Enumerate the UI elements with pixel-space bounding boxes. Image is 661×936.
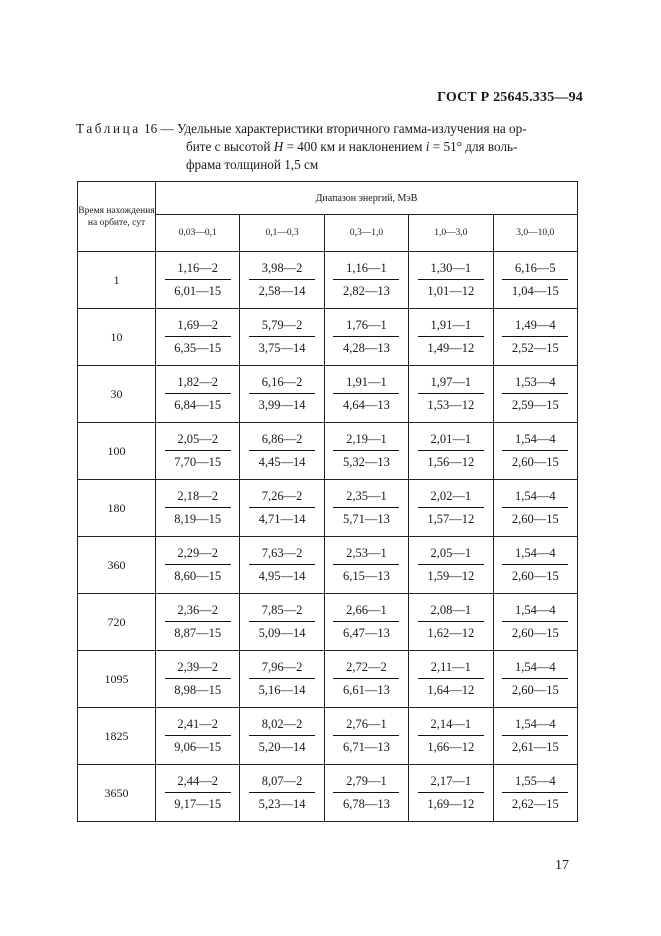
value-cell bbox=[493, 366, 577, 423]
fraction-numerator: 1,82—2 bbox=[165, 375, 231, 394]
fraction-value bbox=[333, 546, 399, 584]
value-cell bbox=[324, 765, 408, 822]
caption-line1: 16 — Удельные характеристики вторичного гамма-излучения на ор- bbox=[140, 121, 527, 136]
fraction-denominator: 4,28—13 bbox=[343, 340, 390, 355]
fraction-value bbox=[165, 432, 231, 470]
time-cell: 360 bbox=[78, 537, 156, 594]
value-cell bbox=[493, 651, 577, 708]
fraction-numerator: 7,26—2 bbox=[249, 489, 315, 508]
fraction-denominator: 1,69—12 bbox=[427, 796, 475, 811]
value-cell bbox=[156, 309, 240, 366]
time-header: Время нахождения на орбите, сут bbox=[78, 182, 156, 252]
fraction-numerator: 1,53—4 bbox=[502, 375, 568, 394]
fraction-numerator: 2,01—1 bbox=[418, 432, 484, 451]
value-cell bbox=[156, 423, 240, 480]
fraction-numerator: 1,76—1 bbox=[333, 318, 399, 337]
caption-line3: фрама толщиной 1,5 см bbox=[186, 157, 319, 172]
fraction-numerator: 2,53—1 bbox=[333, 546, 399, 565]
value-cell bbox=[240, 537, 324, 594]
fraction-numerator: 2,72—2 bbox=[333, 660, 399, 679]
fraction-value bbox=[502, 261, 568, 299]
fraction-denominator: 1,66—12 bbox=[427, 739, 475, 754]
value-cell bbox=[493, 309, 577, 366]
fraction-numerator: 2,05—1 bbox=[418, 546, 484, 565]
fraction-denominator: 6,71—13 bbox=[343, 739, 390, 754]
table-row bbox=[78, 537, 578, 594]
value-cell bbox=[409, 366, 493, 423]
fraction-numerator: 1,54—4 bbox=[502, 603, 568, 622]
fraction-value bbox=[418, 375, 484, 413]
fraction-numerator: 2,66—1 bbox=[333, 603, 399, 622]
table-row bbox=[78, 252, 578, 309]
value-cell bbox=[409, 765, 493, 822]
value-cell bbox=[409, 651, 493, 708]
fraction-value bbox=[418, 774, 484, 812]
fraction-value bbox=[333, 318, 399, 356]
fraction-value bbox=[165, 489, 231, 527]
fraction-denominator: 2,58—14 bbox=[258, 283, 306, 298]
value-cell bbox=[324, 480, 408, 537]
fraction-value bbox=[418, 261, 484, 299]
fraction-numerator: 6,16—2 bbox=[249, 375, 315, 394]
document-code: ГОСТ Р 25645.335—94 bbox=[437, 90, 583, 105]
time-cell: 180 bbox=[78, 480, 156, 537]
fraction-value bbox=[249, 774, 315, 812]
value-cell bbox=[156, 594, 240, 651]
caption-lead: Таблица bbox=[76, 121, 141, 136]
time-cell: 100 bbox=[78, 423, 156, 480]
gamma-data-table bbox=[77, 181, 578, 822]
value-cell bbox=[409, 708, 493, 765]
table-body bbox=[78, 252, 578, 822]
fraction-denominator: 7,70—15 bbox=[174, 454, 222, 469]
fraction-numerator: 6,86—2 bbox=[249, 432, 315, 451]
fraction-denominator: 5,23—14 bbox=[258, 796, 306, 811]
energy-range-cell: 1,0—3,0 bbox=[409, 215, 493, 252]
fraction-denominator: 8,98—15 bbox=[174, 682, 222, 697]
fraction-value bbox=[502, 375, 568, 413]
caption-i-val: = 51° для воль- bbox=[429, 139, 518, 154]
fraction-value bbox=[165, 717, 231, 755]
fraction-numerator: 2,19—1 bbox=[333, 432, 399, 451]
value-cell bbox=[409, 309, 493, 366]
time-cell: 10 bbox=[78, 309, 156, 366]
fraction-value bbox=[249, 318, 315, 356]
fraction-value bbox=[502, 546, 568, 584]
fraction-denominator: 1,62—12 bbox=[427, 625, 475, 640]
fraction-denominator: 2,60—15 bbox=[511, 454, 559, 469]
fraction-denominator: 2,60—15 bbox=[511, 682, 559, 697]
fraction-value bbox=[418, 546, 484, 584]
fraction-denominator: 2,60—15 bbox=[511, 568, 559, 583]
fraction-denominator: 2,60—15 bbox=[511, 511, 559, 526]
fraction-value bbox=[502, 774, 568, 812]
fraction-numerator: 2,76—1 bbox=[333, 717, 399, 736]
fraction-denominator: 6,01—15 bbox=[174, 283, 222, 298]
table-row bbox=[78, 765, 578, 822]
fraction-denominator: 9,06—15 bbox=[174, 739, 222, 754]
value-cell bbox=[493, 594, 577, 651]
fraction-value bbox=[165, 261, 231, 299]
fraction-value bbox=[502, 717, 568, 755]
value-cell bbox=[324, 366, 408, 423]
fraction-denominator: 5,09—14 bbox=[258, 625, 306, 640]
fraction-value bbox=[333, 774, 399, 812]
fraction-numerator: 5,79—2 bbox=[249, 318, 315, 337]
fraction-numerator: 7,85—2 bbox=[249, 603, 315, 622]
energy-range-cell: 0,1—0,3 bbox=[240, 215, 324, 252]
table-row bbox=[78, 480, 578, 537]
time-cell: 1095 bbox=[78, 651, 156, 708]
fraction-value bbox=[249, 489, 315, 527]
value-cell bbox=[156, 651, 240, 708]
fraction-denominator: 6,84—15 bbox=[174, 397, 222, 412]
caption-line2: бите с высотой bbox=[186, 139, 274, 154]
fraction-value bbox=[165, 774, 231, 812]
caption-line2-wrap bbox=[76, 138, 584, 156]
fraction-denominator: 6,61—13 bbox=[343, 682, 390, 697]
value-cell bbox=[240, 366, 324, 423]
fraction-numerator: 1,91—1 bbox=[418, 318, 484, 337]
fraction-numerator: 2,35—1 bbox=[333, 489, 399, 508]
fraction-denominator: 8,60—15 bbox=[174, 568, 222, 583]
table-row bbox=[78, 708, 578, 765]
table-row bbox=[78, 651, 578, 708]
value-cell bbox=[409, 480, 493, 537]
fraction-value bbox=[418, 432, 484, 470]
value-cell bbox=[324, 594, 408, 651]
fraction-numerator: 2,41—2 bbox=[165, 717, 231, 736]
fraction-value bbox=[165, 546, 231, 584]
value-cell bbox=[156, 708, 240, 765]
value-cell bbox=[493, 708, 577, 765]
fraction-value bbox=[333, 489, 399, 527]
table-caption bbox=[76, 120, 584, 174]
fraction-denominator: 2,60—15 bbox=[511, 625, 559, 640]
fraction-denominator: 1,56—12 bbox=[427, 454, 475, 469]
value-cell bbox=[240, 708, 324, 765]
value-cell bbox=[156, 480, 240, 537]
time-cell: 3650 bbox=[78, 765, 156, 822]
fraction-numerator: 2,18—2 bbox=[165, 489, 231, 508]
fraction-numerator: 2,39—2 bbox=[165, 660, 231, 679]
fraction-denominator: 4,95—14 bbox=[258, 568, 306, 583]
fraction-value bbox=[333, 375, 399, 413]
fraction-denominator: 5,32—13 bbox=[343, 454, 390, 469]
fraction-value bbox=[502, 432, 568, 470]
fraction-denominator: 1,59—12 bbox=[427, 568, 475, 583]
value-cell bbox=[493, 252, 577, 309]
fraction-value bbox=[249, 432, 315, 470]
fraction-numerator: 1,54—4 bbox=[502, 717, 568, 736]
fraction-denominator: 8,19—15 bbox=[174, 511, 222, 526]
fraction-numerator: 1,16—1 bbox=[333, 261, 399, 280]
fraction-value bbox=[249, 546, 315, 584]
fraction-value bbox=[249, 717, 315, 755]
fraction-denominator: 8,87—15 bbox=[174, 625, 222, 640]
fraction-numerator: 1,54—4 bbox=[502, 489, 568, 508]
fraction-denominator: 1,49—12 bbox=[427, 340, 475, 355]
fraction-numerator: 1,54—4 bbox=[502, 432, 568, 451]
fraction-numerator: 7,96—2 bbox=[249, 660, 315, 679]
fraction-numerator: 2,05—2 bbox=[165, 432, 231, 451]
fraction-denominator: 2,61—15 bbox=[511, 739, 559, 754]
fraction-value bbox=[502, 660, 568, 698]
energy-range-header: Диапазон энергий, МэВ bbox=[156, 182, 578, 215]
value-cell bbox=[493, 480, 577, 537]
caption-h-val: = 400 км и наклонением bbox=[283, 139, 426, 154]
fraction-value bbox=[249, 375, 315, 413]
fraction-value bbox=[333, 432, 399, 470]
fraction-denominator: 4,64—13 bbox=[343, 397, 390, 412]
value-cell bbox=[324, 423, 408, 480]
fraction-numerator: 2,17—1 bbox=[418, 774, 484, 793]
fraction-denominator: 3,99—14 bbox=[258, 397, 306, 412]
fraction-denominator: 1,64—12 bbox=[427, 682, 475, 697]
value-cell bbox=[156, 366, 240, 423]
fraction-value bbox=[165, 375, 231, 413]
value-cell bbox=[409, 423, 493, 480]
fraction-numerator: 2,11—1 bbox=[418, 660, 484, 679]
fraction-value bbox=[418, 717, 484, 755]
table-header-row bbox=[78, 182, 578, 215]
energy-range-cell: 0,03—0,1 bbox=[156, 215, 240, 252]
fraction-numerator: 1,69—2 bbox=[165, 318, 231, 337]
fraction-value bbox=[333, 717, 399, 755]
time-cell: 720 bbox=[78, 594, 156, 651]
fraction-value bbox=[418, 603, 484, 641]
fraction-numerator: 3,98—2 bbox=[249, 261, 315, 280]
fraction-numerator: 1,16—2 bbox=[165, 261, 231, 280]
fraction-denominator: 1,04—15 bbox=[511, 283, 559, 298]
value-cell bbox=[409, 537, 493, 594]
fraction-numerator: 8,07—2 bbox=[249, 774, 315, 793]
value-cell bbox=[240, 252, 324, 309]
fraction-numerator: 8,02—2 bbox=[249, 717, 315, 736]
fraction-denominator: 6,15—13 bbox=[343, 568, 390, 583]
fraction-value bbox=[165, 603, 231, 641]
fraction-denominator: 2,62—15 bbox=[511, 796, 559, 811]
energy-range-cell: 3,0—10,0 bbox=[493, 215, 577, 252]
fraction-denominator: 1,53—12 bbox=[427, 397, 475, 412]
fraction-value bbox=[333, 261, 399, 299]
value-cell bbox=[240, 594, 324, 651]
value-cell bbox=[324, 651, 408, 708]
fraction-numerator: 1,91—1 bbox=[333, 375, 399, 394]
fraction-numerator: 6,16—5 bbox=[502, 261, 568, 280]
fraction-value bbox=[249, 603, 315, 641]
fraction-value bbox=[249, 660, 315, 698]
fraction-value bbox=[418, 318, 484, 356]
fraction-denominator: 5,20—14 bbox=[258, 739, 306, 754]
fraction-numerator: 2,02—1 bbox=[418, 489, 484, 508]
value-cell bbox=[324, 252, 408, 309]
fraction-denominator: 1,01—12 bbox=[427, 283, 475, 298]
value-cell bbox=[156, 765, 240, 822]
fraction-numerator: 2,08—1 bbox=[418, 603, 484, 622]
value-cell bbox=[240, 423, 324, 480]
time-cell: 30 bbox=[78, 366, 156, 423]
fraction-denominator: 2,59—15 bbox=[511, 397, 559, 412]
fraction-numerator: 2,29—2 bbox=[165, 546, 231, 565]
fraction-value bbox=[333, 603, 399, 641]
fraction-denominator: 3,75—14 bbox=[258, 340, 306, 355]
fraction-numerator: 1,54—4 bbox=[502, 660, 568, 679]
fraction-numerator: 2,36—2 bbox=[165, 603, 231, 622]
value-cell bbox=[324, 537, 408, 594]
value-cell bbox=[493, 765, 577, 822]
fraction-value bbox=[333, 660, 399, 698]
fraction-denominator: 6,47—13 bbox=[343, 625, 390, 640]
fraction-numerator: 1,30—1 bbox=[418, 261, 484, 280]
table-row bbox=[78, 366, 578, 423]
fraction-value bbox=[418, 660, 484, 698]
fraction-numerator: 2,44—2 bbox=[165, 774, 231, 793]
value-cell bbox=[240, 765, 324, 822]
time-cell: 1825 bbox=[78, 708, 156, 765]
caption-i-var: i bbox=[425, 139, 430, 154]
fraction-numerator: 2,79—1 bbox=[333, 774, 399, 793]
time-cell: 1 bbox=[78, 252, 156, 309]
fraction-denominator: 2,52—15 bbox=[511, 340, 559, 355]
fraction-value bbox=[418, 489, 484, 527]
fraction-denominator: 5,71—13 bbox=[343, 511, 390, 526]
table-row bbox=[78, 594, 578, 651]
value-cell bbox=[156, 537, 240, 594]
value-cell bbox=[493, 537, 577, 594]
value-cell bbox=[409, 594, 493, 651]
fraction-denominator: 4,45—14 bbox=[258, 454, 306, 469]
energy-range-cell: 0,3—1,0 bbox=[324, 215, 408, 252]
table-row bbox=[78, 423, 578, 480]
fraction-denominator: 6,78—13 bbox=[343, 796, 390, 811]
fraction-numerator: 1,97—1 bbox=[418, 375, 484, 394]
value-cell bbox=[409, 252, 493, 309]
fraction-value bbox=[502, 603, 568, 641]
fraction-denominator: 2,82—13 bbox=[343, 283, 390, 298]
fraction-numerator: 1,49—4 bbox=[502, 318, 568, 337]
caption-h-var: H bbox=[273, 139, 284, 154]
fraction-value bbox=[502, 489, 568, 527]
fraction-value bbox=[165, 318, 231, 356]
fraction-denominator: 9,17—15 bbox=[174, 796, 222, 811]
value-cell bbox=[324, 708, 408, 765]
value-cell bbox=[493, 423, 577, 480]
fraction-numerator: 1,54—4 bbox=[502, 546, 568, 565]
fraction-denominator: 4,71—14 bbox=[258, 511, 306, 526]
fraction-value bbox=[502, 318, 568, 356]
fraction-value bbox=[165, 660, 231, 698]
fraction-numerator: 7,63—2 bbox=[249, 546, 315, 565]
value-cell bbox=[240, 309, 324, 366]
value-cell bbox=[240, 651, 324, 708]
fraction-value bbox=[249, 261, 315, 299]
fraction-denominator: 5,16—14 bbox=[258, 682, 306, 697]
table-row bbox=[78, 309, 578, 366]
fraction-denominator: 1,57—12 bbox=[427, 511, 475, 526]
value-cell bbox=[240, 480, 324, 537]
value-cell bbox=[324, 309, 408, 366]
fraction-numerator: 2,14—1 bbox=[418, 717, 484, 736]
fraction-numerator: 1,55—4 bbox=[502, 774, 568, 793]
value-cell bbox=[156, 252, 240, 309]
fraction-denominator: 6,35—15 bbox=[174, 340, 222, 355]
page-number: 17 bbox=[555, 858, 569, 873]
